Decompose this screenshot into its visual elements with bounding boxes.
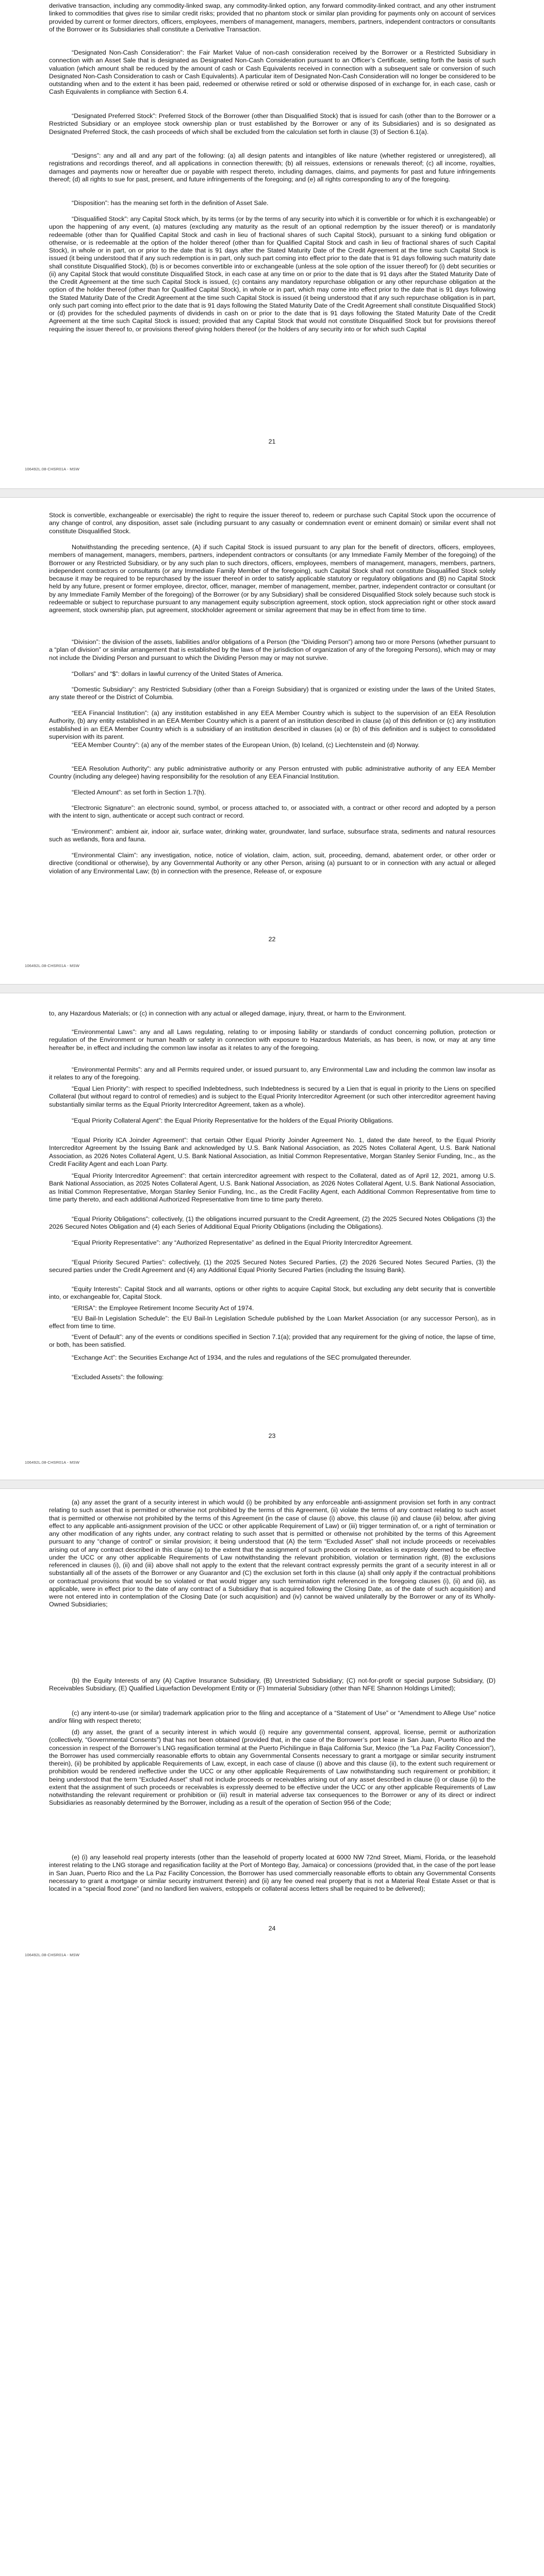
paragraph: to, any Hazardous Materials; or (c) in connection with any actual or alleged damage, injury, threat, or harm to the Environment.: [49, 1010, 406, 1017]
definition-electronic-signature: “Electronic Signature”: an electronic sound, symbol, or process attached to, or associated with, a contract or other record and adopted by a person with the intent to sign, authenticate or accept such contract or record.: [49, 804, 496, 820]
definition-eea-resolution-authority: “EEA Resolution Authority”: any public administrative authority or any Person entrusted with public administrative authority of any EEA Member Country (including any delegee) having responsibility for the resolution of any EEA Financial Institution.: [49, 765, 496, 781]
definition-environmental-permits: “Environmental Permits”: any and all Permits required under, or issued pursuant to, any Environmental Law and including the common law insofar as it relates to any of the foregoing.: [49, 1066, 496, 1081]
definition-dollars: “Dollars” and “$”: dollars in lawful currency of the United States of America.: [72, 670, 283, 677]
clause-b: (b) the Equity Interests of any (A) Captive Insurance Subsidiary, (B) Unrestricted Subsidiary; (C) not-for-profit or special purpose Subsidiary, (D) Receivables Subsidiary, (E) Qualified Liquefaction Development Entity or (F) Immaterial Subsidiary (other than NFE Shannon Holdings Limited);: [49, 1677, 496, 1692]
footer-code: 106492L.08-CHSR01A - MSW: [25, 1953, 80, 1957]
footer-code: 106492L.08-CHSR01A - MSW: [25, 963, 80, 968]
page-number: 24: [268, 1925, 276, 1932]
definition-designated-preferred-stock: “Designated Preferred Stock”: Preferred Stock of the Borrower (other than Disqualified Stock) that is issued for cash (other than to the Borrower or a Restricted Subsidiary or an employee stock ownership plan or trust established by the Borrower or any of its Subsidiaries) and is so designated as Designated Preferred Stock, the cash proceeds of which shall be excluded from the calculation set forth in clause (3) of Section 6.1(a).: [49, 112, 496, 135]
page-separator: [0, 984, 544, 993]
definition-disposition: “Disposition”: has the meaning set forth in the definition of Asset Sale.: [72, 199, 269, 207]
definition-equal-priority-ica-joinder: “Equal Priority ICA Joinder Agreement”: that certain Other Equal Priority Joinder Agreement No. 1, dated the date hereof, to the Equal Priority Intercreditor Agreement by the Issuing Bank and acknowledged by U.S. Bank National Association, as 2025 Notes Collateral Agent, U.S. Bank National Association, as 2026 Notes Collateral Agent, U.S. Bank National Association, as Initial Common Representative, Morgan Stanley Senior Funding, Inc., as the Credit Facility Agent and each Loan Party.: [49, 1137, 496, 1167]
page-22: [0, 498, 544, 987]
page-separator: [0, 488, 544, 498]
definition-division: “Division”: the division of the assets, liabilities and/or obligations of a Person (the “Dividing Person”) among two or more Persons (whether pursuant to a “plan of division” or similar arrangement that is established by the laws of the jurisdiction of organization of any of the foregoing Persons), which may or may not include the Dividing Person and pursuant to which the Dividing Person may or may not survive.: [49, 638, 496, 662]
definition-disqualified-stock: “Disqualified Stock”: any Capital Stock which, by its terms (or by the terms of any security into which it is convertible or for which it is exchangeable) or upon the happening of any event, (a) matures (excluding any maturity as the result of an optional redemption by the issuer thereof) or is mandatorily redeemable (other than for Qualified Capital Stock and cash in lieu of fractional shares of such Capital Stock), pursuant to a sinking fund obligation or otherwise, or is redeemable at the option of the holder thereof (other than for Qualified Capital Stock and cash in lieu of fractional shares of such Capital Stock), in whole or in part, on or prior to the date that is 91 days after the Stated Maturity Date of the Credit Agreement at the time such Capital Stock is issued (it being understood that if any such redemption is in part, only such part coming into effect prior to the date that is 91 days following such maturity date shall constitute Disqualified Stock), (b) is or becomes convertible into or exchangeable (unless at the sole option of the issuer thereof) for (i) debt securities or (ii) any Capital Stock that would constitute Disqualified Stock, in each case at any time on or prior to the date that is 91 days after the Stated Maturity Date of the Credit Agreement at the time such Capital Stock is issued, (c) contains any mandatory repurchase obligation or any other repurchase obligation at the option of the holder thereof (other than for Qualified Capital Stock), in whole or in part, which may come into effect prior to the date that is 91 days following the Stated Maturity Date of the Credit Agreement at the time such Capital Stock is issued (it being understood that if any such repurchase obligation is in part, only such part coming into effect prior to the date that is 91 days following the Stated Maturity Date of the Credit Agreement shall constitute Disqualified Stock) or (d) provides for the scheduled payments of dividends in cash on or prior to the date that is 91 days following the Stated Maturity Date of the Credit Agreement at the time such Capital Stock is issued; provided that any Capital Stock that would not constitute Disqualified Stock but for provisions thereof requiring the issuer thereof to, or provisions thereof giving holders thereof (or the holders of any security into or for which such Capital: [49, 215, 496, 333]
paragraph: Stock is convertible, exchangeable or exercisable) the right to require the issuer thereof to, redeem or purchase such Capital Stock upon the occurrence of any change of control, any disposition, asset sale (including pursuant to any casualty or condemnation event or eminent domain) or similar event shall not constitute Disqualified Stock.: [49, 512, 496, 535]
definition-equal-priority-representative: “Equal Priority Representative”: any “Authorized Representative” as defined in the Equal Priority Intercreditor Agreement.: [72, 1239, 413, 1246]
clause-e: (e) (i) any leasehold real property interests (other than the leasehold of property located at 6000 NW 72nd Street, Miami, Florida, or the leasehold interest relating to the LNG storage and regasification facility at the Port of Montego Bay, Jamaica) or concessions (provided that, in the case of the port lease in San Juan, Puerto Rico and the La Paz Facility Concession, the Borrower has used commercially reasonable efforts to obtain any Governmental Consents necessary to grant a mortgage or similar security instrument therein) and (ii) any fee owned real property that is not a Material Real Estate Asset or that is located in a “special flood zone” (and no landlord lien waivers, estoppels or collateral access letters shall be required to be delivered);: [49, 1854, 496, 1892]
definition-eu-bail-in-legislation-schedule: “EU Bail-In Legislation Schedule”: the EU Bail-In Legislation Schedule published by the Loan Market Association (or any successor Person), as in effect from time to time.: [49, 1315, 496, 1330]
footer-code: 106492L.08-CHSR01A - MSW: [25, 467, 80, 471]
definition-elected-amount: “Elected Amount”: as set forth in Section 1.7(h).: [72, 789, 206, 796]
definition-equal-priority-secured-parties: “Equal Priority Secured Parties”: collectively, (1) the 2025 Secured Notes Secured Parties, (2) the 2026 Secured Notes Secured Parties, (3) the secured parties under the Credit Agreement and (4) any Additional Equal Priority Secured Parties (including the Issuing Bank).: [49, 1259, 496, 1274]
page-24: [0, 1489, 544, 2576]
clause-c: (c) any intent-to-use (or similar) trademark application prior to the filing and acceptance of a “Statement of Use” or “Amendment to Allege Use” notice and/or filing with respect thereto;: [49, 1709, 496, 1725]
page-separator: [0, 1480, 544, 1489]
definition-exchange-act: “Exchange Act”: the Securities Exchange Act of 1934, and the rules and regulations of the SEC promulgated thereunder.: [72, 1354, 411, 1361]
definition-equal-priority-obligations: “Equal Priority Obligations”: collectively, (1) the obligations incurred pursuant to the Credit Agreement, (2) the 2025 Secured Notes Obligations (3) the 2026 Secured Notes Obligation and (4) each Series of Additional Equal Priority Obligations (including the Obligations).: [49, 1215, 496, 1231]
page-number: 21: [268, 438, 276, 445]
definition-designated-non-cash-consideration: “Designated Non-Cash Consideration”: the Fair Market Value of non-cash consideration received by the Borrower or a Restricted Subsidiary in connection with an Asset Sale that is designated as Designated Non-Cash Consideration pursuant to an Officer’s Certificate, setting forth the basis of such valuation (which amount shall be reduced by the amount of cash or Cash Equivalents received in connection with a subsequent sale or conversion of such Designated Non-Cash Consideration to cash or Cash Equivalents). A particular item of Designated Non-Cash Consideration will no longer be considered to be outstanding when and to the extent it has been paid, redeemed or otherwise retired or sold or otherwise disposed of in exchange for, in each case, cash or Cash Equivalents in compliance with Section 6.4.: [49, 49, 496, 96]
definition-designs: “Designs”: any and all and any part of the following: (a) all design patents and intangibles of like nature (whether registered or unregistered), all registrations and recordings thereof, and all applications in connection therewith; (b) all reissues, extensions or renewals thereof; (c) all income, royalties, damages and payments now or hereafter due or payable with respect thereto, including damages, claims, and payments for past and future infringements thereof; (d) all rights to sue for past, present, and future infringements of the foregoing; and (e) all rights corresponding to any of the foregoing.: [49, 152, 496, 183]
clause-a: (a) any asset the grant of a security interest in which would (i) be prohibited by any enforceable anti-assignment provision set forth in any contract relating to such asset that is permitted or otherwise not prohibited by the terms of this Agreement, (ii) violate the terms of any contract relating to such asset that is permitted or otherwise not prohibited by the terms of this Agreement (in the case of clause (i) above, this clause (ii) and clause (iii) below, after giving effect to any applicable anti-assignment provision of the UCC or other applicable Requirement of Law) or (iii) trigger termination of, or a right of termination or any other modification of any rights under, any contract relating to such asset that is permitted or otherwise not prohibited by the terms of this Agreement pursuant to any “change of control” or similar provision; it being understood that (A) the term “Excluded Asset” shall not include proceeds or receivables arising out of any contract described in this clause (a) to the extent that the assignment of such proceeds or receivables is expressly deemed to be effective under the UCC or any other applicable Requirements of Law notwithstanding the relevant prohibition, violation or termination right, (B) the exclusions referenced in clauses (i), (ii) and (iii) above shall not apply to the extent that the relevant contract expressly permits the grant of a security interest in all or substantially all of the assets of the Borrower or any Guarantor and (C) the exclusion set forth in this clause (a) shall only apply if the contractual prohibitions or contractual provisions that would be so violated or that would trigger any such termination right referenced in the foregoing clauses (i), (ii) and (iii), as applicable, were in effect prior to the date of any contract of a Subsidiary that is acquired following the Closing Date, as of the date of such acquisition) and were not entered into in contemplation of the Closing Date (or such acquisition) and (iv) cannot be waived unilaterally by the Borrower or any of its Wholly-Owned Subsidiaries;: [49, 1499, 496, 1608]
definition-eea-member-country: “EEA Member Country”: (a) any of the member states of the European Union, (b) Iceland, (c) Liechtenstein and (d) Norway.: [72, 741, 420, 749]
definition-domestic-subsidiary: “Domestic Subsidiary”: any Restricted Subsidiary (other than a Foreign Subsidiary) that is organized or existing under the laws of the United States, any state thereof or the District of Columbia.: [49, 686, 496, 701]
definition-environment: “Environment”: ambient air, indoor air, surface water, drinking water, groundwater, land surface, subsurface strata, sediments and natural resources such as wetlands, flora and fauna.: [49, 828, 496, 843]
definition-environmental-claim: “Environmental Claim”: any investigation, notice, notice of violation, claim, action, suit, proceeding, demand, abatement order, or other order or directive (conditional or otherwise), by any Governmental Authority or any other Person, arising (a) pursuant to or in connection with any actual or alleged violation of any Environmental Law; (b) in connection with the presence, Release of, or exposure: [49, 852, 496, 875]
definition-equity-interests: “Equity Interests”: Capital Stock and all warrants, options or other rights to acquire Capital Stock, but excluding any debt security that is convertible into, or exchangeable for, Capital Stock.: [49, 1285, 496, 1301]
page-number: 22: [268, 936, 276, 943]
definition-environmental-laws: “Environmental Laws”: any and all Laws regulating, relating to or imposing liability or standards of conduct concerning pollution, protection or regulation of the Environment or human health or safety in connection with exposure to Hazardous Materials, as has been, is now, or may at any time hereafter be, in effect and including the common law insofar as it relates to any of the foregoing.: [49, 1028, 496, 1052]
definition-eea-financial-institution: “EEA Financial Institution”: (a) any institution established in any EEA Member Country which is subject to the supervision of an EEA Resolution Authority, (b) any entity established in an EEA Member Country which is a parent of an institution described in clause (a) of this definition or (c) any institution established in an EEA Member Country which is a subsidiary of an institution described in clauses (a) or (b) of this definition and is subject to consolidated supervision with its parent.: [49, 709, 496, 740]
definition-equal-priority-collateral-agent: “Equal Priority Collateral Agent”: the Equal Priority Representative for the holders of the Equal Priority Obligations.: [72, 1117, 393, 1124]
definition-erisa: “ERISA”: the Employee Retirement Income Security Act of 1974.: [72, 1304, 254, 1312]
paragraph: Notwithstanding the preceding sentence, (A) if such Capital Stock is issued pursuant to any plan for the benefit of directors, officers, employees, members of management, managers, members, partners, independent contractors or consultants (or any Immediate Family Member of the foregoing) of the Borrower or any Restricted Subsidiary, or by any such plan to such directors, officers, employees, members of management, managers, members, partners, independent contractors or consultants (or any Immediate Family Member of the foregoing), such Capital Stock shall not constitute Disqualified Stock solely because it may be required to be repurchased by the issuer thereof in order to satisfy applicable statutory or regulatory obligations and (B) no Capital Stock held by any future, present or former employee, director, officer, manager, member of management, member, partner, independent contractor or consultant (or by any Immediate Family Member of the foregoing) of the Borrower (or by any Subsidiary) shall be considered Disqualified Stock solely because such stock is redeemable or subject to repurchase pursuant to any management equity subscription agreement, stock option, stock appreciation right or other stock award agreement, stock ownership plan, put agreement, stockholder agreement or similar agreement that may be in effect from time to time.: [49, 544, 496, 614]
page-number: 23: [268, 1432, 276, 1439]
paragraph: derivative transaction, including any commodity-linked swap, any commodity-linked option, any forward commodity-linked contract, and any other instrument linked to commodities that gives rise to similar credit risks; provided that no phantom stock or similar plan providing for payments only on account of services provided by current or former directors, officers, employees, members of management, managers, members, partners, independent contractors or consultants of the Borrower or its Subsidiaries shall constitute a Derivative Transaction.: [49, 2, 496, 33]
definition-event-of-default: “Event of Default”: any of the events or conditions specified in Section 7.1(a); provided that any requirement for the giving of notice, the lapse of time, or both, has been satisfied.: [49, 1333, 496, 1349]
definition-equal-lien-priority: “Equal Lien Priority”: with respect to specified Indebtedness, such Indebtedness is secured by a Lien that is equal in priority to the Liens on specified Collateral (but without regard to control of remedies) and is subject to the Equal Priority Intercreditor Agreement (or such other intercreditor agreement having substantially similar terms as the Equal Priority Intercreditor Agreement, taken as a whole).: [49, 1085, 496, 1108]
definition-equal-priority-intercreditor-agreement: “Equal Priority Intercreditor Agreement”: that certain intercreditor agreement with respect to the Collateral, dated as of April 12, 2021, among U.S. Bank National Association, as 2025 Notes Collateral Agent, U.S. Bank National Association, as 2026 Notes Collateral Agent, U.S. Bank National Association, as Initial Common Representative, Morgan Stanley Senior Funding, Inc., as the Credit Facility Agent, each Additional Common Representative from time to time party thereto, and each additional Authorized Representative from time to time party thereto.: [49, 1172, 496, 1203]
definition-excluded-assets: “Excluded Assets”: the following:: [72, 1374, 164, 1381]
footer-code: 106492L.08-CHSR01A - MSW: [25, 1460, 80, 1465]
page-23: [0, 993, 544, 1483]
clause-d: (d) any asset, the grant of a security interest in which would (i) require any governmental consent, approval, license, permit or authorization (collectively, “Governmental Consents”) that has not been obtained (provided that, in the case of the Borrower’s port lease in San Juan, Puerto Rico and the concession in respect of the Borrower’s LNG regasification terminal at the Puerto Pichilingue in Baja California Sur, Mexico (the “La Paz Facility Concession”), the Borrower has used commercially reasonable efforts to obtain any Governmental Consents necessary to grant a mortgage or similar security instrument therein), (ii) be prohibited by applicable Requirements of Law, except, in each case of clause (i) above and this clause (ii), to the extent such requirement or prohibition would be rendered ineffective under the UCC or any other applicable Requirements of Law notwithstanding such requirement or prohibition; it being understood that the term “Excluded Asset” shall not include proceeds or receivables arising out of any asset described in clause (i) or clause (ii) to the extent that the assignment of such proceeds or receivables is expressly deemed to be effective under the UCC or any other applicable Requirements of Law notwithstanding the relevant requirement or prohibition or (iii) result in material adverse tax consequences to the Borrower or any of its direct or indirect Subsidiaries as reasonably determined by the Borrower, including as a result of the operation of Section 956 of the Code;: [49, 1728, 496, 1807]
